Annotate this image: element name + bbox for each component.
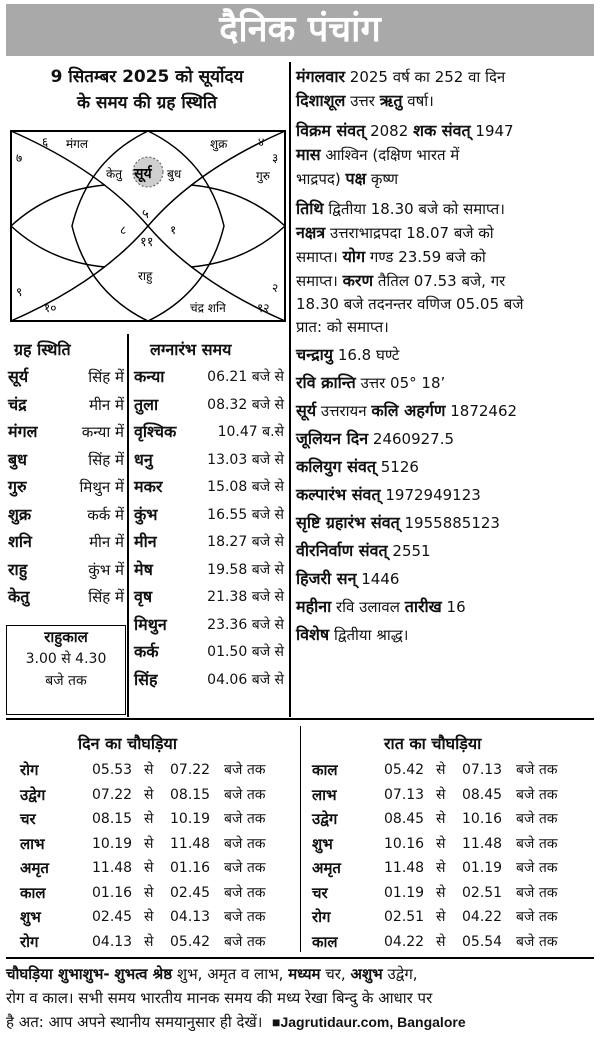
end-time: 07.22 <box>170 762 211 778</box>
detail-line: हिजरी सन् 1446 <box>296 569 400 588</box>
choghadiya-row <box>20 881 290 906</box>
detail-line: महीना रवि उलावल तारीख 16 <box>296 597 466 616</box>
choghadiya-row <box>312 807 582 832</box>
detail-line: विशेष द्वितीया श्राद्ध। <box>296 625 409 644</box>
lagna-time: 16.55 बजे से <box>207 506 284 523</box>
graha-rashi: कर्क में <box>87 505 124 524</box>
footer-line: रोग व काल। सभी समय भारतीय मानक समय की मध्य रेखा बिन्दु के आधार पर <box>6 989 433 1007</box>
se-word: से <box>144 860 154 876</box>
house-number: ११ <box>140 235 154 250</box>
end-time: 10.16 <box>462 811 503 827</box>
lagna-name: वृष <box>134 587 153 606</box>
graha-rashi: मिथुन में <box>79 478 124 496</box>
detail-line: कल्पारंभ संवत् 1972949123 <box>296 485 481 504</box>
choghadiya-row <box>20 905 290 930</box>
se-word: से <box>144 811 154 827</box>
night-choghadiya-title: रात का चौघड़िया <box>384 734 482 753</box>
lagna-time: 19.58 बजे से <box>207 561 284 578</box>
se-word: से <box>436 762 446 778</box>
start-time: 05.53 <box>92 762 133 778</box>
choghadiya-name: रोग <box>20 761 39 779</box>
se-word: से <box>144 909 154 925</box>
choghadiya-row <box>312 832 582 857</box>
lagna-row <box>132 392 286 418</box>
lagna-time: 01.50 बजे से <box>207 644 284 660</box>
start-time: 02.51 <box>384 909 425 925</box>
graha-name: सूर्य <box>8 367 29 386</box>
end-time: 08.45 <box>462 786 503 803</box>
detail-line: वीरनिर्वाण संवत् 2551 <box>296 541 431 560</box>
detail-line: चन्द्रायु 16.8 घण्टे <box>296 345 400 364</box>
choghadiya-name: लाभ <box>20 834 45 853</box>
detail-line: तिथि द्वितीया 18.30 बजे को समाप्त। <box>296 199 505 218</box>
graha-rashi: सिंह में <box>88 450 124 469</box>
column-divider <box>289 62 291 717</box>
se-word: से <box>144 835 154 852</box>
end-time: 05.54 <box>462 933 503 950</box>
detail-line: प्रात: को समाप्त। <box>296 318 389 336</box>
choghadiya-name: शुभ <box>312 834 333 853</box>
graha-row <box>8 392 126 418</box>
se-word: से <box>436 909 446 925</box>
bajetak-word: बजे तक <box>516 909 558 925</box>
graha-heading: ग्रह स्थिति <box>14 340 71 359</box>
end-time: 10.19 <box>170 811 211 827</box>
detail-line: समाप्त। योग गण्ड 23.59 बजे को <box>296 247 486 266</box>
lagna-time: 10.47 ब.से <box>217 424 284 440</box>
lagna-row <box>132 474 286 500</box>
graha-row <box>8 529 126 555</box>
lagna-row <box>132 639 286 665</box>
house-number: ३ <box>272 151 279 165</box>
se-word: से <box>436 786 446 803</box>
start-time: 11.48 <box>92 860 133 876</box>
lagna-heading: लग्नारंभ समय <box>150 340 232 359</box>
detail-line: सूर्य उत्तरायन कलि अहर्गण 1872462 <box>296 401 518 420</box>
se-word: से <box>436 835 446 852</box>
footer-note <box>6 962 596 1034</box>
lagna-time: 08.32 बजे से <box>207 396 284 413</box>
start-time: 01.19 <box>384 884 425 901</box>
graha-rashi: कुंभ में <box>88 560 124 579</box>
graha-name: राहु <box>8 559 28 579</box>
detail-line: जूलियन दिन 2460927.5 <box>296 429 455 448</box>
rahukaal-box <box>6 625 126 715</box>
lagna-name: कर्क <box>134 642 159 661</box>
lagna-row <box>132 447 286 473</box>
day-choghadiya-title: दिन का चौघड़िया <box>78 734 177 753</box>
choghadiya-name: अमृत <box>312 859 341 877</box>
choghadiya-name: रोग <box>312 908 331 926</box>
graha-row <box>8 447 126 473</box>
graha-name: बुध <box>8 449 27 469</box>
start-time: 01.16 <box>92 884 133 901</box>
choghadiya-name: उद्वेग <box>312 810 338 828</box>
chart-title <box>6 64 288 116</box>
planet-label: राहु <box>138 269 153 283</box>
house-number: ६ <box>42 135 49 149</box>
choghadiya-row <box>20 832 290 857</box>
detail-line: कलियुग संवत् 5126 <box>296 457 419 476</box>
choghadiya-name: चर <box>312 883 328 902</box>
lagna-time: 21.38 बजे से <box>207 589 284 605</box>
column-divider <box>300 726 301 952</box>
graha-rashi: सिंह में <box>88 588 124 606</box>
lagna-name: कुंभ <box>134 504 158 524</box>
start-time: 07.22 <box>92 786 133 803</box>
planet-label: बुध <box>167 167 182 181</box>
choghadiya-row <box>20 758 290 783</box>
panchang-details <box>296 65 594 647</box>
detail-line: मास आश्विन (दक्षिण भारत में <box>296 145 460 164</box>
footer-line: चौघड़िया शुभाशुभ- शुभत्व श्रेष्ठ शुभ, अमृत व लाभ, मध्यम चर, अशुभ उद्वेग, <box>6 965 418 983</box>
end-time: 07.13 <box>462 762 503 778</box>
choghadiya-name: उद्वेग <box>20 785 46 804</box>
house-number: १२ <box>257 301 270 315</box>
choghadiya-name: शुभ <box>20 908 41 926</box>
lagna-name: मकर <box>134 477 163 496</box>
lagna-name: वृश्चिक <box>134 422 177 441</box>
footer-line: है अत: आप अपने स्थानीय समयानुसार ही देखें। ■Jagrutidaur.com, Bangalore <box>6 1013 466 1031</box>
start-time: 08.15 <box>92 811 133 827</box>
choghadiya-name: काल <box>312 761 338 779</box>
bajetak-word: बजे तक <box>224 835 266 852</box>
graha-row <box>8 364 126 390</box>
house-number: १० <box>44 301 57 315</box>
choghadiya-row <box>312 881 582 906</box>
bajetak-word: बजे तक <box>224 786 266 803</box>
graha-rashi: कन्या में <box>81 423 124 441</box>
start-time: 04.22 <box>384 933 425 950</box>
graha-row <box>8 502 126 528</box>
column-divider <box>127 334 129 717</box>
graha-name: गुरु <box>8 477 27 496</box>
start-time: 11.48 <box>384 860 425 876</box>
start-time: 07.13 <box>384 786 425 803</box>
bajetak-word: बजे तक <box>516 884 558 901</box>
detail-line: मंगलवार 2025 वर्ष का 252 वा दिन <box>296 67 506 86</box>
choghadiya-row <box>312 758 582 783</box>
end-time: 05.42 <box>170 933 211 950</box>
detail-line: नक्षत्र उत्तराभाद्रपदा 18.07 बजे को <box>296 223 494 242</box>
rahukaal-time: 3.00 से 4.30 <box>25 651 107 667</box>
lagna-row <box>132 502 286 528</box>
kundli-chart <box>10 130 286 322</box>
bajetak-word: बजे तक <box>224 762 266 778</box>
chart-title-line: के समय की ग्रह स्थिति <box>77 93 217 113</box>
section-divider <box>6 957 594 959</box>
choghadiya-row <box>20 807 290 832</box>
choghadiya-name: चर <box>20 810 36 828</box>
lagna-name: तुला <box>134 394 159 414</box>
detail-line: दिशाशूल उत्तर ऋतु वर्षा। <box>296 91 434 110</box>
source-credit: ■Jagrutidaur.com, Bangalore <box>271 1014 466 1030</box>
choghadiya-name: काल <box>312 932 338 951</box>
end-time: 11.48 <box>462 835 503 852</box>
se-word: से <box>144 786 154 803</box>
choghadiya-row <box>312 905 582 930</box>
start-time: 10.19 <box>92 835 133 852</box>
choghadiya-row <box>20 930 290 955</box>
detail-line: विक्रम संवत् 2082 शक संवत् 1947 <box>296 121 514 140</box>
bajetak-word: बजे तक <box>516 860 558 876</box>
bajetak-word: बजे तक <box>516 786 558 803</box>
lagna-row <box>132 529 286 555</box>
end-time: 04.22 <box>462 909 503 925</box>
chart-title-line: 9 सितम्बर 2025 को सूर्योदय <box>50 67 244 87</box>
house-number: ९ <box>16 285 23 299</box>
start-time: 05.42 <box>384 762 425 778</box>
planet-label: मंगल <box>66 137 89 151</box>
planet-label: केतु <box>106 167 123 181</box>
bajetak-word: बजे तक <box>516 933 558 950</box>
end-time: 02.51 <box>462 884 503 901</box>
graha-row <box>8 557 126 583</box>
bajetak-word: बजे तक <box>224 884 266 901</box>
se-word: से <box>144 884 154 901</box>
choghadiya-row <box>312 930 582 955</box>
start-time: 10.16 <box>384 835 425 852</box>
section-divider <box>6 718 594 720</box>
house-number: २ <box>272 281 279 295</box>
choghadiya-row <box>312 856 582 881</box>
choghadiya-row <box>312 783 582 808</box>
end-time: 02.45 <box>170 884 211 901</box>
lagna-time: 23.36 बजे से <box>207 616 284 633</box>
se-word: से <box>436 811 446 827</box>
start-time: 02.45 <box>92 909 133 925</box>
graha-rashi: सिंह में <box>88 368 124 386</box>
se-word: से <box>436 933 446 950</box>
graha-name: शुक्र <box>8 504 32 524</box>
choghadiya-name: लाभ <box>312 785 337 804</box>
lagna-row <box>132 667 286 693</box>
lagna-name: मेष <box>134 559 153 579</box>
lagna-time: 06.21 बजे से <box>207 369 284 385</box>
detail-line: रवि क्रान्ति उत्तर 05° 18’ <box>296 373 446 392</box>
se-word: से <box>144 933 154 950</box>
lagna-row <box>132 364 286 390</box>
choghadiya-name: काल <box>20 883 46 902</box>
choghadiya-name: रोग <box>20 932 39 951</box>
bajetak-word: बजे तक <box>224 811 266 827</box>
lagna-time: 04.06 बजे से <box>207 671 284 688</box>
start-time: 08.45 <box>384 811 425 827</box>
bajetak-word: बजे तक <box>516 835 558 852</box>
lagna-time: 13.03 बजे से <box>207 451 284 468</box>
page-banner: दैनिक पंचांग <box>6 4 594 56</box>
choghadiya-name: अमृत <box>20 859 49 877</box>
graha-name: चंद्र <box>8 394 27 414</box>
planet-label: चंद्र शनि <box>190 301 226 315</box>
graha-rashi: मीन में <box>89 395 124 414</box>
bajetak-word: बजे तक <box>224 860 266 876</box>
lagna-time: 18.27 बजे से <box>207 534 284 550</box>
end-time: 08.15 <box>170 786 211 803</box>
graha-name: केतु <box>8 587 30 606</box>
planet-label: शुक्र <box>210 137 228 151</box>
detail-line: सृष्टि ग्रहारंभ संवत् 1955885123 <box>296 513 500 532</box>
house-number: १ <box>170 223 177 237</box>
lagna-name: धनु <box>134 449 153 469</box>
rahukaal-suffix: बजे तक <box>45 673 87 689</box>
lagna-row <box>132 612 286 638</box>
se-word: से <box>436 884 446 901</box>
lagna-row <box>132 419 286 445</box>
house-number: ४ <box>258 135 265 149</box>
planet-label: सूर्य <box>134 166 152 182</box>
choghadiya-row <box>20 856 290 881</box>
graha-name: शनि <box>8 532 32 551</box>
graha-row <box>8 419 126 445</box>
bajetak-word: बजे तक <box>516 811 558 827</box>
lagna-name: मिथुन <box>134 614 167 634</box>
bajetak-word: बजे तक <box>224 933 266 950</box>
lagna-row <box>132 584 286 610</box>
bajetak-word: बजे तक <box>224 909 266 925</box>
house-number: ७ <box>16 151 23 165</box>
graha-row <box>8 584 126 610</box>
rahukaal-heading: राहुकाल <box>44 628 88 646</box>
graha-rashi: मीन में <box>89 533 124 551</box>
lagna-name: सिंह <box>134 669 158 689</box>
end-time: 11.48 <box>170 835 211 852</box>
se-word: से <box>436 860 446 876</box>
detail-line: समाप्त। करण तैतिल 07.53 बजे, गर <box>296 271 506 290</box>
end-time: 01.16 <box>170 860 211 876</box>
house-number: ५ <box>142 207 149 222</box>
end-time: 01.19 <box>462 860 503 876</box>
se-word: से <box>144 762 154 778</box>
bajetak-word: बजे तक <box>516 762 558 778</box>
end-time: 04.13 <box>170 909 211 925</box>
lagna-row <box>132 557 286 583</box>
graha-row <box>8 474 126 500</box>
detail-line: 18.30 बजे तदनन्तर वणिज 05.05 बजे <box>296 295 524 313</box>
lagna-name: मीन <box>134 532 157 551</box>
graha-name: मंगल <box>8 422 38 441</box>
planet-label: गुरु <box>256 169 270 183</box>
start-time: 04.13 <box>92 933 133 950</box>
choghadiya-row <box>20 783 290 808</box>
detail-line: भाद्रपद) पक्ष कृष्ण <box>296 169 399 188</box>
lagna-time: 15.08 बजे से <box>207 479 284 495</box>
lagna-name: कन्या <box>134 367 165 386</box>
house-number: ८ <box>120 223 127 237</box>
